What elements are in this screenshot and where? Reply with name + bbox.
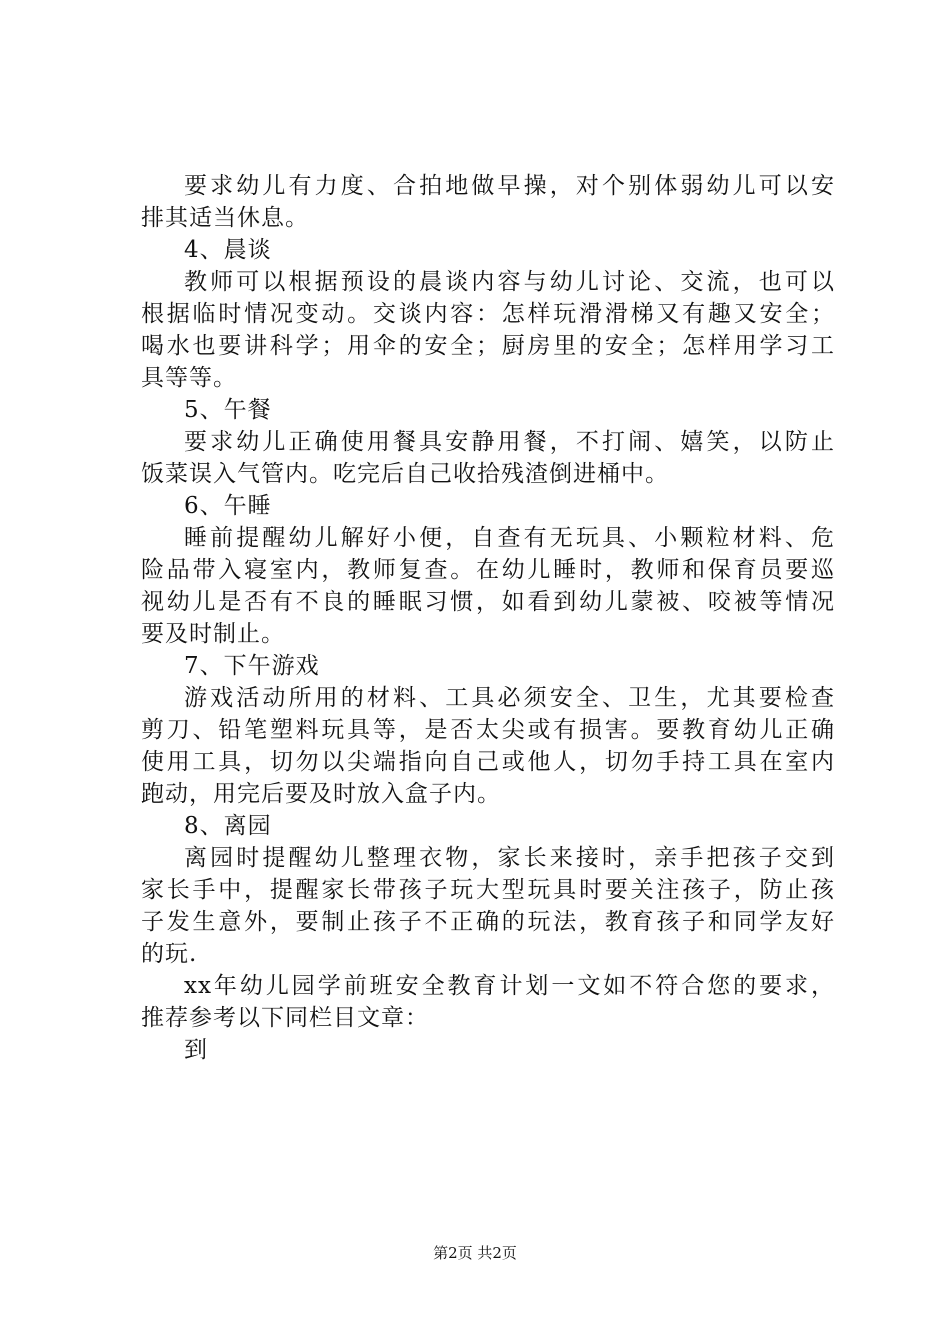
paragraph-line: 要及时制止。 [141, 621, 285, 647]
section-heading: 6、午睡 [184, 493, 272, 519]
paragraph-line: 喝水也要讲科学；用伞的安全；厨房里的安全；怎样用学习工 [141, 333, 835, 359]
section-heading: 4、晨谈 [184, 237, 272, 263]
paragraph-line: 饭菜误入气管内。吃完后自己收拾残渣倒进桶中。 [141, 461, 669, 487]
paragraph-line: 排其适当休息。 [141, 205, 309, 231]
paragraph-line: 根据临时情况变动。交谈内容：怎样玩滑滑梯又有趣又安全； [141, 301, 835, 327]
paragraph-line: 推荐参考以下同栏目文章： [141, 1005, 429, 1031]
paragraph-line: 使用工具，切勿以尖端指向自己或他人，切勿手持工具在室内 [141, 749, 835, 775]
paragraph-line: 险品带入寝室内，教师复查。在幼儿睡时，教师和保育员要巡 [141, 557, 835, 583]
page-number-footer: 第2页 共2页 [433, 1244, 517, 1262]
paragraph-line: 到 [184, 1037, 208, 1063]
paragraph-line: 家长手中，提醒家长带孩子玩大型玩具时要关注孩子，防止孩 [141, 877, 835, 903]
paragraph-line: 要求幼儿正确使用餐具安静用餐，不打闹、嬉笑，以防止 [184, 429, 835, 455]
section-heading: 8、离园 [184, 813, 272, 839]
paragraph-line: xx年幼儿园学前班安全教育计划一文如不符合您的要求， [184, 973, 835, 999]
paragraph-line: 游戏活动所用的材料、工具必须安全、卫生，尤其要检查 [184, 685, 835, 711]
paragraph-line: 睡前提醒幼儿解好小便，自查有无玩具、小颗粒材料、危 [184, 525, 835, 551]
section-heading: 5、午餐 [184, 397, 272, 423]
paragraph-line: 的玩. [141, 941, 198, 967]
paragraph-line: 教师可以根据预设的晨谈内容与幼儿讨论、交流，也可以 [184, 269, 835, 295]
paragraph-line: 离园时提醒幼儿整理衣物，家长来接时，亲手把孩子交到 [184, 845, 835, 871]
section-heading: 7、下午游戏 [184, 653, 320, 679]
paragraph-line: 剪刀、铅笔塑料玩具等，是否太尖或有损害。要教育幼儿正确 [141, 717, 835, 743]
paragraph-line: 子发生意外，要制止孩子不正确的玩法，教育孩子和同学友好 [141, 909, 835, 935]
paragraph-line: 跑动，用完后要及时放入盒子内。 [141, 781, 501, 807]
paragraph-line: 具等等。 [141, 365, 237, 391]
paragraph-line: 视幼儿是否有不良的睡眠习惯，如看到幼儿蒙被、咬被等情况 [141, 589, 835, 615]
document-body [141, 170, 835, 1066]
paragraph-line: 要求幼儿有力度、合拍地做早操，对个别体弱幼儿可以安 [184, 173, 835, 199]
